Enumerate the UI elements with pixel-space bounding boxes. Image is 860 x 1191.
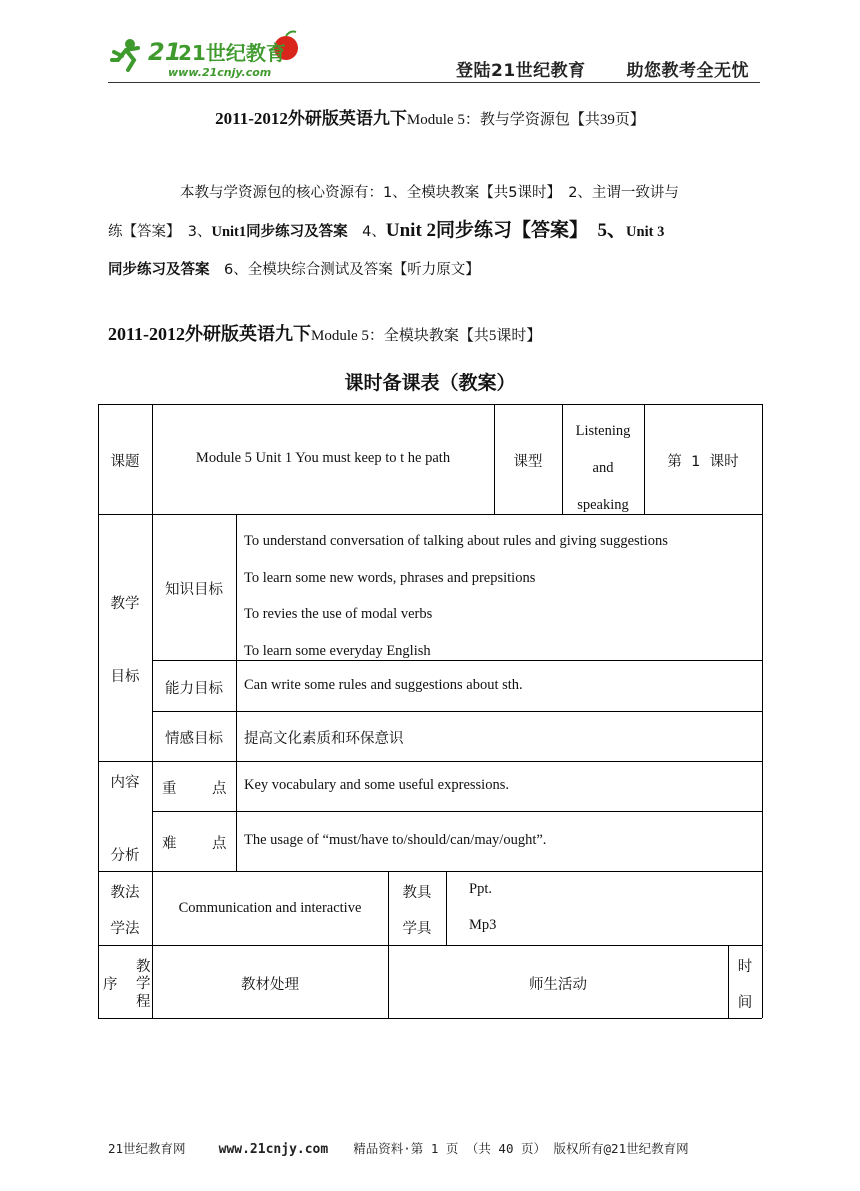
footer-info: 精品资料·第 1 页 （共 40 页） 版权所有@21世纪教育网 xyxy=(353,1141,689,1156)
logo-graphic xyxy=(108,30,308,82)
goals-label-1: 教学 xyxy=(110,596,140,612)
knowledge-item: To learn some everyday English xyxy=(244,642,431,659)
table-title: 课时备课表（教案） xyxy=(344,372,516,394)
type-label: 课型 xyxy=(513,454,543,470)
table-border-bottom xyxy=(98,1018,762,1019)
tools-value-2: Mp3 xyxy=(469,917,497,933)
footer-site: 21世纪教育网 xyxy=(108,1141,186,1156)
ability-value: Can write some rules and suggestions about sth. xyxy=(244,677,523,693)
content-label-1: 内容 xyxy=(110,775,140,791)
process-label-3: 程 xyxy=(136,994,151,1010)
method-label-1: 教法 xyxy=(110,885,140,901)
method-label-2: 学法 xyxy=(110,921,140,937)
intro-paragraph xyxy=(108,174,758,289)
time-label-2: 间 xyxy=(737,995,753,1011)
material-label: 教材处理 xyxy=(241,977,299,993)
difficult-value: The usage of “must/have to/should/can/may/ought”. xyxy=(244,832,547,848)
emotion-value: 提高文化素质和环保意识 xyxy=(244,731,404,747)
key-value: Key vocabulary and some useful expressions. xyxy=(244,777,509,793)
tools-value-1: Ppt. xyxy=(469,881,492,897)
period-value: 第 1 课时 xyxy=(667,454,739,470)
knowledge-list xyxy=(244,523,759,669)
activity-label: 师生活动 xyxy=(529,977,587,993)
intro-line-1: 本教与学资源包的核心资源有：1、全模块教案【共5课时】 2、主谓一致讲与 xyxy=(180,185,679,201)
key-label-2: 点 xyxy=(212,781,227,797)
section-heading: 2011-2012外研版英语九下Module 5：全模块教案【共5课时】 xyxy=(108,324,542,344)
document-title: 2011-2012外研版英语九下Module 5：教与学资源包【共39页】 xyxy=(215,109,645,128)
svg-text:21世纪教育: 21世纪教育 xyxy=(178,41,286,65)
svg-text:21: 21 xyxy=(148,38,182,66)
content-label-2: 分析 xyxy=(110,848,140,864)
ability-label: 能力目标 xyxy=(165,681,223,697)
table-border-right xyxy=(762,404,763,1018)
slogan-right: 助您教考全无忧 xyxy=(626,61,750,81)
topic-value: Module 5 Unit 1 You must keep to t he path xyxy=(195,450,451,466)
knowledge-label: 知识目标 xyxy=(165,582,223,598)
difficult-label-1: 难 xyxy=(162,836,177,852)
tools-label-2: 学具 xyxy=(402,921,432,937)
header-slogan xyxy=(456,56,749,81)
intro-line-2: 练【答案】 3、Unit1同步练习及答案 4、Unit 2同步练习【答案】 5、Unit 3 xyxy=(108,220,665,241)
topic-label: 课题 xyxy=(110,454,140,470)
knowledge-item: To learn some new words, phrases and prepsitions xyxy=(244,569,536,586)
process-label-1: 教 xyxy=(136,959,151,975)
time-label-1: 时 xyxy=(737,959,753,975)
difficult-label-2: 点 xyxy=(212,836,227,852)
svg-text:www.21cnjy.com: www.21cnjy.com xyxy=(168,66,272,79)
method-value: Communication and interactive xyxy=(178,900,362,916)
tools-label-1: 教具 xyxy=(402,885,432,901)
seq-label: 序 xyxy=(103,977,118,993)
knowledge-item: To understand conversation of talking about rules and giving suggestions xyxy=(244,533,668,549)
page-footer xyxy=(108,1139,689,1157)
runner-icon xyxy=(112,39,138,70)
key-label-1: 重 xyxy=(162,781,177,797)
intro-line-3: 同步练习及答案 6、全模块综合测试及答案【听力原文】 xyxy=(108,262,480,278)
process-label-2: 学 xyxy=(136,976,151,992)
emotion-label: 情感目标 xyxy=(165,731,223,747)
table-border-top xyxy=(98,404,762,405)
site-logo xyxy=(108,30,308,82)
goals-label-2: 目标 xyxy=(110,669,140,685)
footer-url[interactable]: www.21cnjy.com xyxy=(218,1142,329,1157)
slogan-left: 登陆21世纪教育 xyxy=(456,61,586,81)
type-value: Listening and speaking xyxy=(575,423,631,513)
header-divider xyxy=(108,82,760,83)
knowledge-item: To revies the use of modal verbs xyxy=(244,606,433,622)
